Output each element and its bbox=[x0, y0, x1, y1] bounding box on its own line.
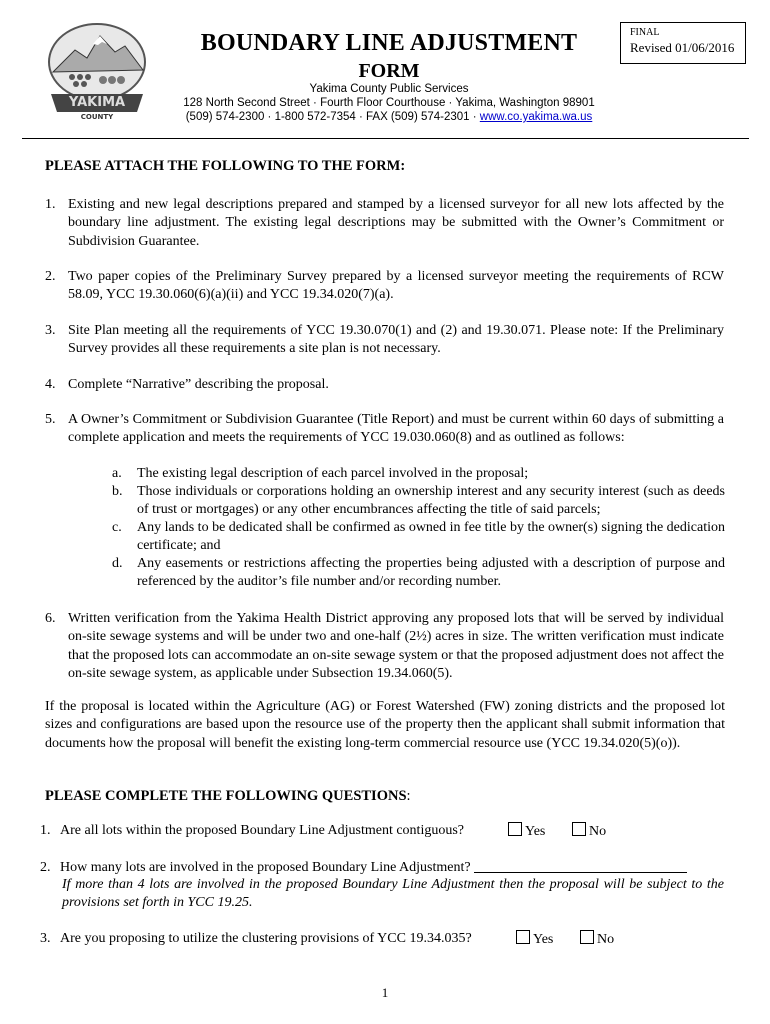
agency-address: 128 North Second Street · Fourth Floor Courthouse · Yakima, Washington 98901 bbox=[183, 97, 595, 109]
q3-no-label: No bbox=[597, 932, 615, 947]
item-number: 3. bbox=[45, 323, 56, 338]
q3-no-checkbox[interactable] bbox=[580, 930, 594, 944]
header-divider bbox=[22, 138, 749, 139]
item-text: Site Plan meeting all the requirements of YCC 19.30.070(1) and (2) and 19.30.071. Please note: If the Preliminary Survey provides all these requirements a site plan is not necessary. bbox=[68, 323, 724, 357]
question-number: 2. bbox=[40, 860, 51, 875]
revision-box bbox=[620, 22, 746, 64]
q3-yes-option[interactable] bbox=[516, 930, 553, 949]
question-number: 3. bbox=[40, 931, 51, 946]
item-text: Written verification from the Yakima Health District approving any proposed lots that will be served by individual on-site sewage systems and will be under two and one-half (2½) acres in size. The written verification must indicate that the proposed lots can accommodate an on-site sewage system or that the proposed adjustment does not affect the on-site sewage system, as applicable under Subsection 19.34.060(5). bbox=[68, 611, 724, 681]
agency-contact bbox=[150, 110, 628, 124]
question-text: Are all lots within the proposed Boundary Line Adjustment contiguous? bbox=[60, 823, 464, 838]
q1-no-label: No bbox=[589, 824, 607, 839]
revised-date: Revised 01/06/2016 bbox=[630, 40, 735, 55]
q1-yes-option[interactable] bbox=[508, 822, 545, 841]
item-number: 4. bbox=[45, 377, 56, 392]
question-number: 1. bbox=[40, 823, 51, 838]
questions-heading-colon: : bbox=[406, 788, 411, 804]
question-text: How many lots are involved in the proposed Boundary Line Adjustment? bbox=[60, 860, 471, 875]
questions-heading bbox=[45, 788, 411, 805]
attach-heading: PLEASE ATTACH THE FOLLOWING TO THE FORM: bbox=[45, 158, 406, 174]
item-number: 1. bbox=[45, 197, 56, 212]
svg-text:COUNTY: COUNTY bbox=[80, 113, 114, 121]
subitem-letter: c. bbox=[112, 520, 122, 535]
q1-yes-label: Yes bbox=[525, 824, 546, 839]
svg-text:YAKIMA: YAKIMA bbox=[68, 95, 126, 110]
status-label: FINAL bbox=[630, 27, 660, 38]
question-3 bbox=[40, 930, 472, 948]
subitem-letter: d. bbox=[112, 556, 123, 571]
subitem-text: The existing legal description of each parcel involved in the proposal; bbox=[137, 466, 529, 481]
item-number: 2. bbox=[45, 269, 56, 284]
item-text: Complete “Narrative” describing the proposal. bbox=[68, 377, 329, 392]
q3-yes-checkbox[interactable] bbox=[516, 930, 530, 944]
item-text: Two paper copies of the Preliminary Survey prepared by a licensed surveyor meeting the requirements of RCW 58.09, YCC 19.30.060(6)(a)(ii) and YCC 19.34.020(7)(a). bbox=[68, 269, 724, 303]
agency-phone: (509) 574-2300 · 1-800 572-7354 · FAX (509) 574-2301 · bbox=[185, 111, 480, 123]
page-number: 1 bbox=[381, 985, 389, 1000]
item-number: 5. bbox=[45, 412, 56, 427]
subitem-text: Any lands to be dedicated shall be confirmed as owned in fee title by the owner(s) signing the dedication certificate; and bbox=[137, 520, 725, 554]
subitem-text: Any easements or restrictions affecting the properties being adjusted with a description of purpose and referenced by the auditor’s file number and/or recording number. bbox=[137, 556, 725, 590]
agency-name: Yakima County Public Services bbox=[309, 83, 469, 95]
ag-paragraph: If the proposal is located within the Agriculture (AG) or Forest Watershed (FW) zoning districts and the proposed lot sizes and configurations are based upon the resource use of the property then the applicant shall submit information that documents how the proposal will benefit the existing long-term commercial resource use (YCC 19.34.020(5)(o)). bbox=[45, 699, 725, 751]
item-number: 6. bbox=[45, 611, 56, 626]
question-2 bbox=[40, 858, 687, 877]
website-link[interactable]: www.co.yakima.wa.us bbox=[479, 111, 593, 123]
form-title: BOUNDARY LINE ADJUSTMENT bbox=[200, 30, 578, 56]
questions-heading-text: PLEASE COMPLETE THE FOLLOWING QUESTIONS bbox=[45, 788, 407, 804]
q3-no-option[interactable] bbox=[580, 930, 614, 949]
yakima-county-logo bbox=[45, 22, 150, 122]
q1-no-checkbox[interactable] bbox=[572, 822, 586, 836]
item-text: A Owner’s Commitment or Subdivision Guarantee (Title Report) and must be current within 60 days of submitting a complete application and meets the requirements of YCC 19.030.060(8) and as outlined as follows: bbox=[68, 412, 724, 446]
subitem-letter: a. bbox=[112, 466, 122, 481]
q1-yes-checkbox[interactable] bbox=[508, 822, 522, 836]
subitem-letter: b. bbox=[112, 484, 123, 499]
q3-yes-label: Yes bbox=[533, 932, 554, 947]
lots-count-field[interactable] bbox=[474, 858, 687, 873]
question-text: Are you proposing to utilize the clustering provisions of YCC 19.34.035? bbox=[60, 931, 472, 946]
question-1 bbox=[40, 822, 464, 840]
q2-note: If more than 4 lots are involved in the proposed Boundary Line Adjustment then the proposal will be subject to the provisions set forth in YCC 19.25. bbox=[62, 877, 724, 911]
subitem-text: Those individuals or corporations holding an ownership interest and any security interest (such as deeds of trust or mortgages) or any other encumbrances affecting the title of said parcels; bbox=[137, 484, 725, 518]
form-subtitle: FORM bbox=[358, 60, 420, 82]
agency-block bbox=[150, 82, 628, 124]
item-text: Existing and new legal descriptions prepared and stamped by a licensed surveyor for all new lots affected by the boundary line adjustment. The existing legal descriptions may be submitted with the Owner’s Commitment or Subdivision Guarantee. bbox=[68, 197, 724, 249]
q1-no-option[interactable] bbox=[572, 822, 606, 841]
